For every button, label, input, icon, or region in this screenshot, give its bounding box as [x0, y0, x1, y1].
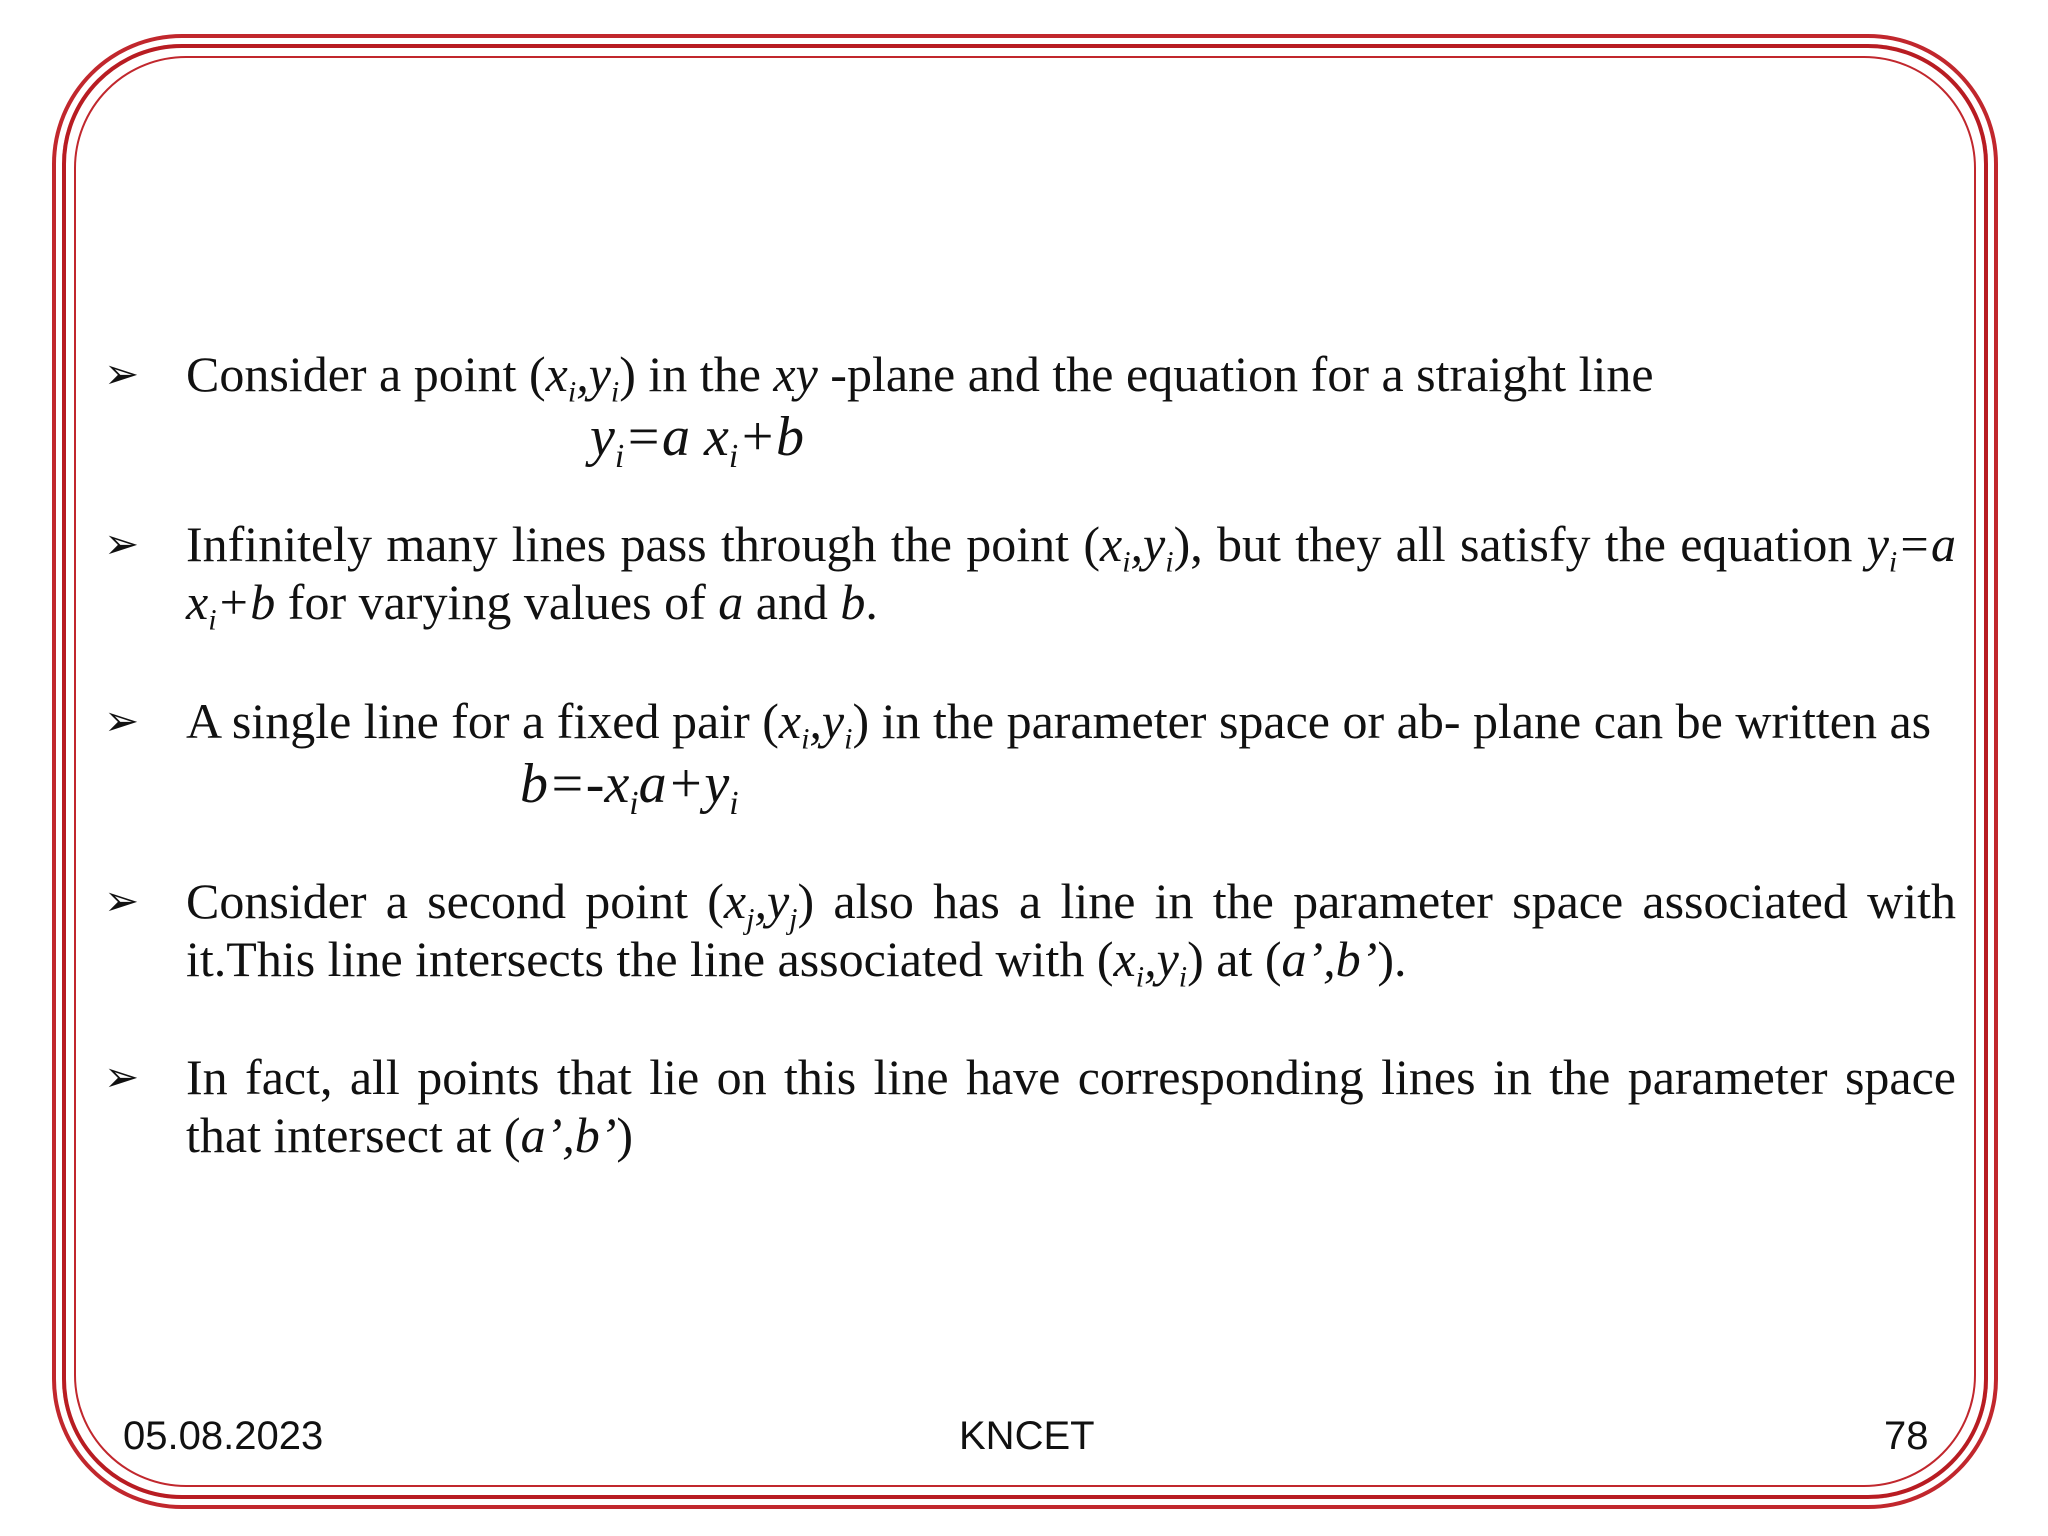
arrow-bullet-icon: ➢ — [104, 349, 140, 398]
bullet-2-text: Infinitely many lines pass through the point $(x_i,y_i)$, but they all satisfy the equation $y_i=a$ $x_i+b$ for varying values of a and b. — [186, 516, 1956, 637]
equation-line: $y_i=a$ $x_i+b$ — [590, 406, 804, 475]
bullet-3-text: A single line for a fixed pair $(x_i,y_i)$ in the parameter space or ab- plane can be written as — [186, 693, 1932, 756]
equation-parameter-space: $b=-x_ia+y_i$ — [520, 753, 739, 822]
arrow-bullet-icon: ➢ — [104, 876, 140, 925]
bullet-5-text: In fact, all points that lie on this line have corresponding lines in the parameter space that intersect at (a’,b’) — [186, 1049, 1956, 1163]
footer-page-number: 78 — [1884, 1414, 1929, 1458]
bullet-1-text: Consider a point $(x_i,y_i)$ in the xy -plane and the equation for a straight line — [186, 346, 1654, 409]
bullet-4-text: Consider a second point $(x_j,y_j)$ also has a line in the parameter space associated with it.This line intersects the line associated with $(x_i,y_i)$ at (a’,b’). — [186, 873, 1956, 994]
arrow-bullet-icon: ➢ — [104, 696, 140, 745]
arrow-bullet-icon: ➢ — [104, 1052, 140, 1101]
footer-institution: KNCET — [959, 1414, 1095, 1458]
footer-date: 05.08.2023 — [123, 1414, 324, 1458]
arrow-bullet-icon: ➢ — [104, 519, 140, 568]
